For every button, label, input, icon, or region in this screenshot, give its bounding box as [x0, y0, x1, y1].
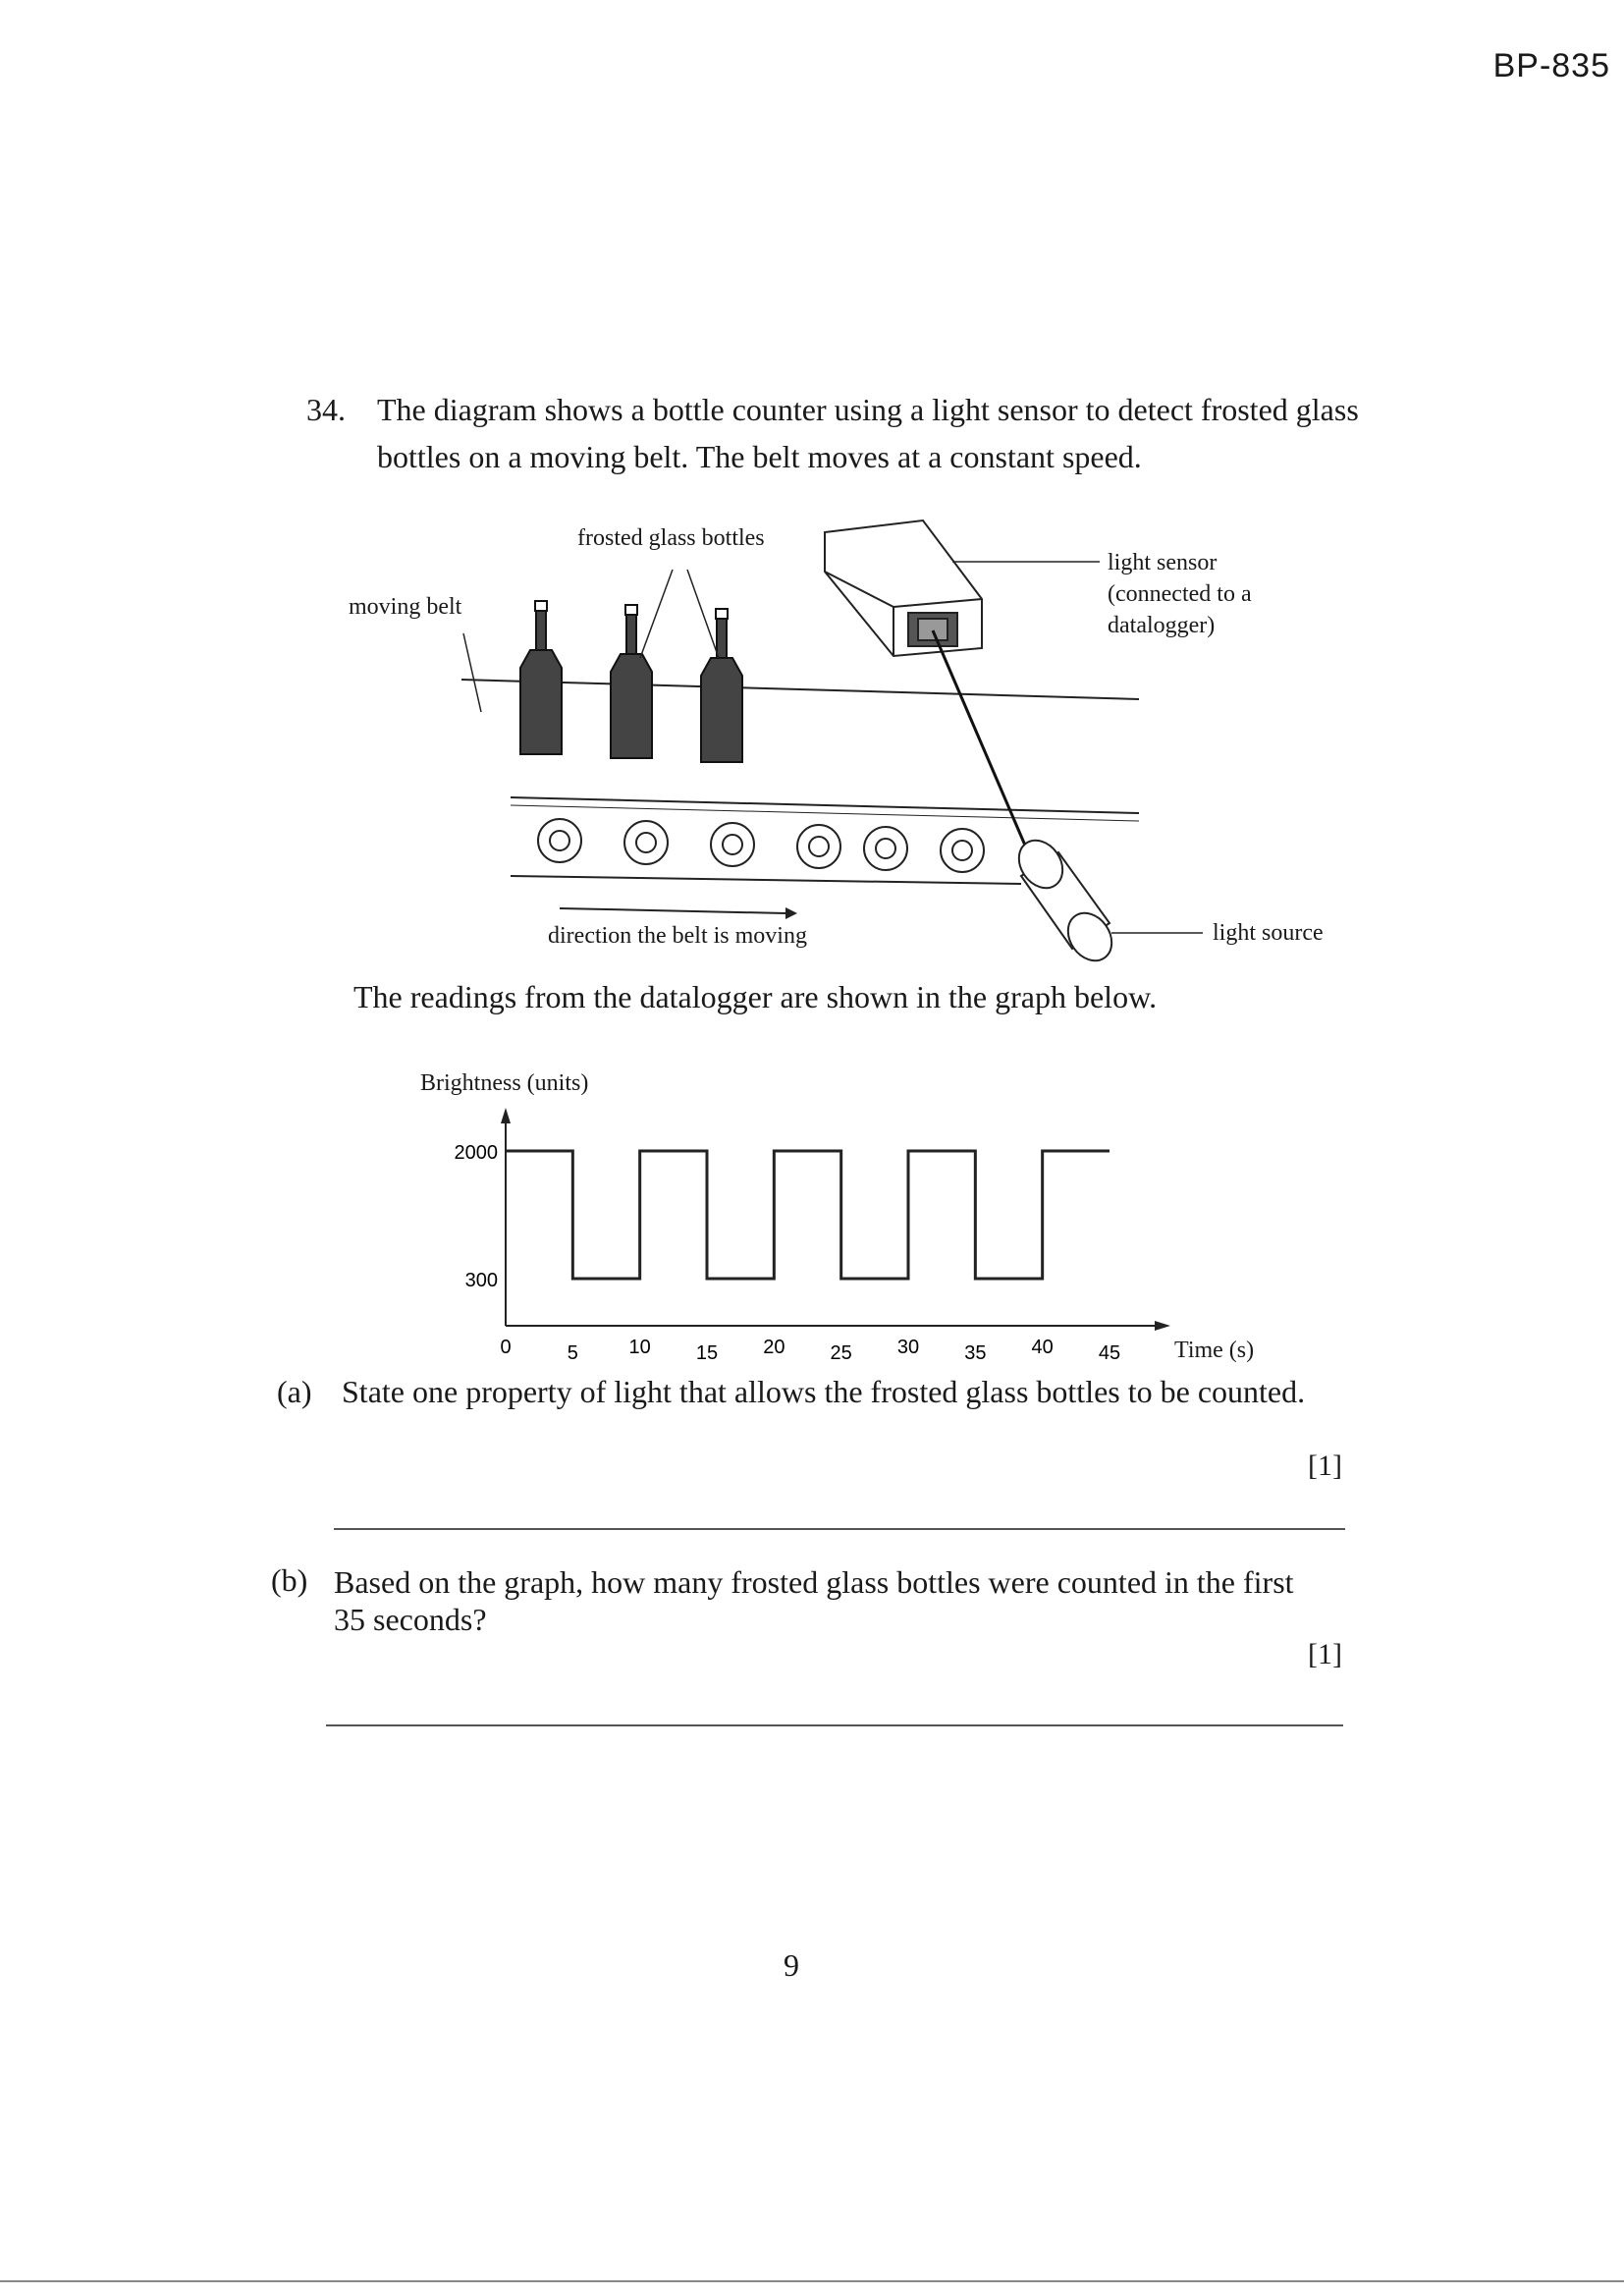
light-sensor [825, 520, 982, 656]
x-tick-label: 40 [1031, 1337, 1054, 1358]
chart-y-axis-arrow [501, 1108, 511, 1123]
label-light-sensor-note-2: datalogger) [1108, 613, 1216, 638]
x-tick-label: 20 [763, 1337, 785, 1358]
chart-plot-area [403, 1070, 1286, 1385]
x-tick-label: 10 [628, 1337, 651, 1358]
page-bottom-edge [0, 2280, 1624, 2282]
label-moving-belt: moving belt [349, 594, 462, 620]
label-belt-direction: direction the belt is moving [548, 923, 807, 949]
chart-x-axis-arrow [1155, 1321, 1170, 1331]
question-intro-line2: bottles on a moving belt. The belt moves at a constant speed. [377, 439, 1142, 474]
bottle-counter-diagram [334, 511, 1355, 962]
bottle [701, 609, 742, 762]
x-tick-label: 0 [500, 1337, 512, 1358]
chart-series-line [506, 1151, 1110, 1279]
label-light-sensor: light sensor [1108, 550, 1218, 575]
x-tick-label: 25 [830, 1342, 852, 1364]
part-b-answer-line[interactable] [326, 1724, 1343, 1726]
y-tick-label: 2000 [454, 1142, 498, 1164]
graph-intro-text: The readings from the datalogger are shown in the graph below. [353, 979, 1158, 1014]
part-a-answer-line[interactable] [334, 1528, 1345, 1530]
light-source [1010, 832, 1121, 962]
label-light-source: light source [1213, 920, 1324, 946]
x-tick-label: 5 [567, 1342, 578, 1364]
x-tick-label: 35 [964, 1342, 987, 1364]
part-b-question-line2: 35 seconds? [334, 1602, 487, 1637]
part-a-marks: [1] [1308, 1449, 1342, 1482]
chart-x-axis-label: Time (s) [1174, 1338, 1255, 1363]
part-b-label: (b) [271, 1562, 308, 1598]
x-tick-label: 30 [896, 1337, 920, 1358]
label-light-sensor-note-1: (connected to a [1108, 581, 1252, 607]
question-number: 34. [306, 392, 346, 427]
page-number: 9 [784, 1947, 799, 1983]
bottle [611, 605, 652, 758]
x-tick-label: 45 [1098, 1342, 1121, 1364]
y-tick-label: 300 [464, 1270, 498, 1291]
part-b-marks: [1] [1308, 1638, 1342, 1670]
part-b-question-line1: Based on the graph, how many frosted glass bottles were counted in the first [334, 1564, 1294, 1600]
bottle [520, 601, 562, 754]
document-code: BP-835 [1492, 47, 1610, 84]
question-intro-line1: The diagram shows a bottle counter using a light sensor to detect frosted glass [377, 392, 1359, 427]
part-a-question: State one property of light that allows the frosted glass bottles to be counted. [342, 1374, 1306, 1409]
part-a-label: (a) [277, 1374, 312, 1409]
x-tick-label: 15 [695, 1342, 719, 1364]
brightness-time-chart [403, 1070, 1286, 1385]
label-frosted-glass-bottles: frosted glass bottles [577, 525, 765, 551]
chart-y-axis-label: Brightness (units) [420, 1070, 589, 1096]
